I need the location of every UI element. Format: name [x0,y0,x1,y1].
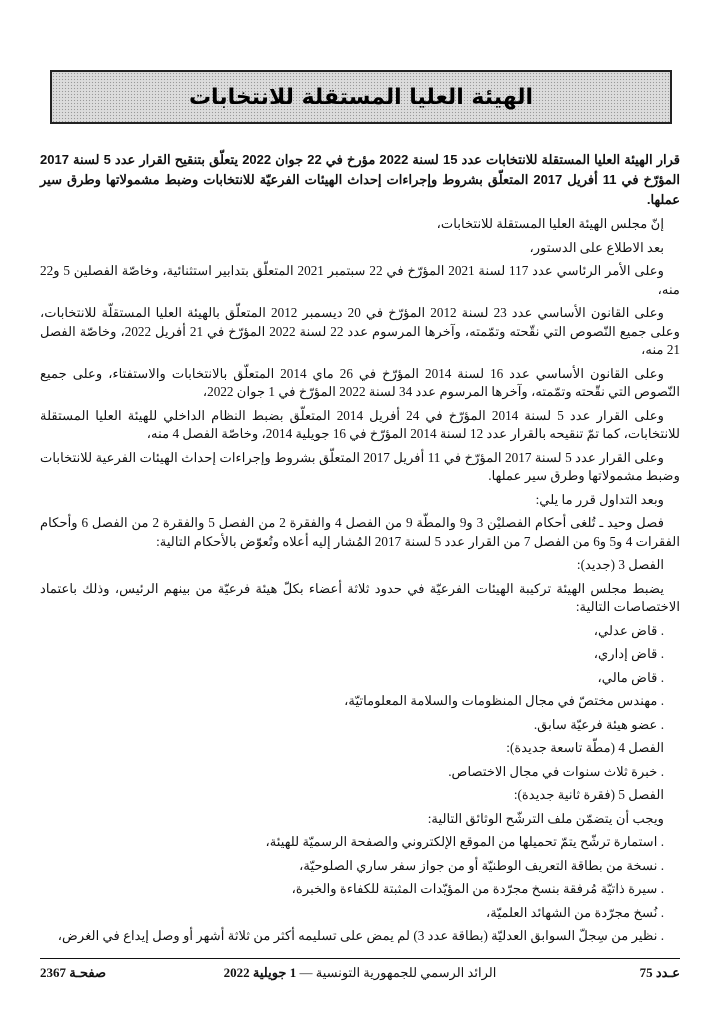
article-3-intro: يضبط مجلس الهيئة تركيبة الهيئات الفرعيّة في حدود ثلاثة أعضاء بكلّ هيئة فرعيّة من بينهم الرئيس، وذلك باعتماد الاختصاصات التالية: [40,580,680,614]
footer-divider [40,958,680,959]
page-number: صفحـة 2367 [40,964,107,980]
list-item: . نسخة من بطاقة التعريف الوطنيّة أو من جواز سفر ساري الصلوحيّة، [299,857,664,873]
journal-info [210,964,510,982]
single-article: فصل وحيد ـ تُلغى أحكام الفصليْن 3 و9 والمطّة 9 من الفصل 4 والفقرة 2 من الفصل 5 والفقرة 2 من الفصل 6 وأحكام الفقرات 4 و5 و6 من الفصل 7 من القرار عدد 5 لسنة 2017 المُشار إليه أعلاه وتُعوّض بالأحكام التالية: [40,515,680,549]
list-item: . خبرة ثلاث سنوات في مجال الاختصاص. [448,763,664,779]
preamble-line: وبعد التداول قرر ما يلي: [535,491,664,507]
article-5-heading: الفصل 5 (فقرة ثانية جديدة): [513,787,664,802]
list-item: . قاض إداري، [593,646,664,661]
article-3-heading: الفصل 3 (جديد): [576,557,664,572]
preamble-line: وعلى القانون الأساسي عدد 16 لسنة 2014 المؤرّخ في 26 ماي 2014 المتعلّق بالانتخابات والاستفتاء، وعلى جميع النّصوص التي نقّحته وتمّمته، وآخرها المرسوم عدد 34 لسنة 2022 المؤرّخ في 1 جوان 2022، [40,365,680,399]
issue-number: عـدد 75 [639,964,680,980]
preamble-line: وعلى الأمر الرئاسي عدد 117 لسنة 2021 المؤرّخ في 22 سبتمبر 2021 المتعلّق بتدابير استثنائية، وخاصّة الفصلين 5 و22 منه، [40,263,680,297]
preamble-line: وعلى القرار عدد 5 لسنة 2017 المؤرّخ في 11 أفريل 2017 المتعلّق بشروط وإجراءات إحداث الهيئات الفرعية للانتخابات وضبط مشمولاتها وطرق سير عملها. [40,449,680,483]
document-body [40,150,680,946]
list-item: . مهندس مختصّ في مجال المنظومات والسلامة المعلوماتيّة، [344,693,664,708]
list-item: . سيرة ذاتيّة مُرفقة بنسخ مجرّدة من المؤيّدات المثبتة للكفاءة والخبرة، [291,881,664,896]
journal-name: الرائد الرسمي للجمهورية التونسية — [299,964,497,980]
list-item: . عضو هيئة فرعيّة سابق. [533,716,664,732]
preamble-line: بعد الاطلاع على الدستور، [529,239,664,255]
journal-date: 1 جويلية 2022 [223,964,297,980]
list-item: . نُسخ مجرّدة من الشهائد العلميّة، [486,904,664,920]
list-item: . قاض عدلي، [593,622,664,638]
preamble-line: وعلى القرار عدد 5 لسنة 2014 المؤرّخ في 24 أفريل 2014 المتعلّق بضبط النظام الداخلي للهيئة العليا المستقلة للانتخابات، كما تمّ تنقيحه بالقرار عدد 12 لسنة 2014 المؤرّخ في 16 جويلية 2014، وخاصّة الفصل 4 منه، [40,407,680,441]
preamble-line: وعلى القانون الأساسي عدد 23 لسنة 2012 المؤرّخ في 20 ديسمبر 2012 المتعلّق بالهيئة العليا المستقلّة للانتخابات، وعلى جميع النّصوص التي نقّحته وتمّمته، وآخرها المرسوم عدد 22 لسنة 2022 المؤرّخ في 21 أفريل 2022، وخاصّة الفصل 21 منه، [40,305,680,357]
list-item: . استمارة ترشّح يتمّ تحميلها من الموقع الإلكتروني والصفحة الرسميّة للهيئة، [265,834,664,849]
page-footer [40,964,680,986]
section-title: الهيئة العليا المستقلة للانتخابات [188,84,534,110]
section-title-banner [50,70,672,124]
page-footer-block [40,958,680,986]
article-4-heading: الفصل 4 (مطّة تاسعة جديدة): [506,740,664,755]
list-item: . قاض مالي، [597,669,664,685]
article-5-intro: ويجب أن يتضمّن ملف الترشّح الوثائق التالية: [427,810,664,826]
decision-headline: قرار الهيئة العليا المستقلة للانتخابات عدد 15 لسنة 2022 مؤرخ في 22 جوان 2022 يتعلّق بتنقيح القرار عدد 5 لسنة 2017 المؤرّخ في 11 أفريل 2017 المتعلّق بشروط وإجراءات إحداث الهيئات الفرعيّة للانتخابات وضبط مشمولاتها وطرق سير عملها. [40,152,681,207]
preamble-line: إنّ مجلس الهيئة العليا المستقلة للانتخابات، [436,216,664,231]
list-item: . نظير من سِجلّ السوابق العدليّة (بطاقة عدد 3) لم يمض على تسليمه أكثر من ثلاثة أشهر أو وصل إيداع في الغرض، [57,928,664,943]
